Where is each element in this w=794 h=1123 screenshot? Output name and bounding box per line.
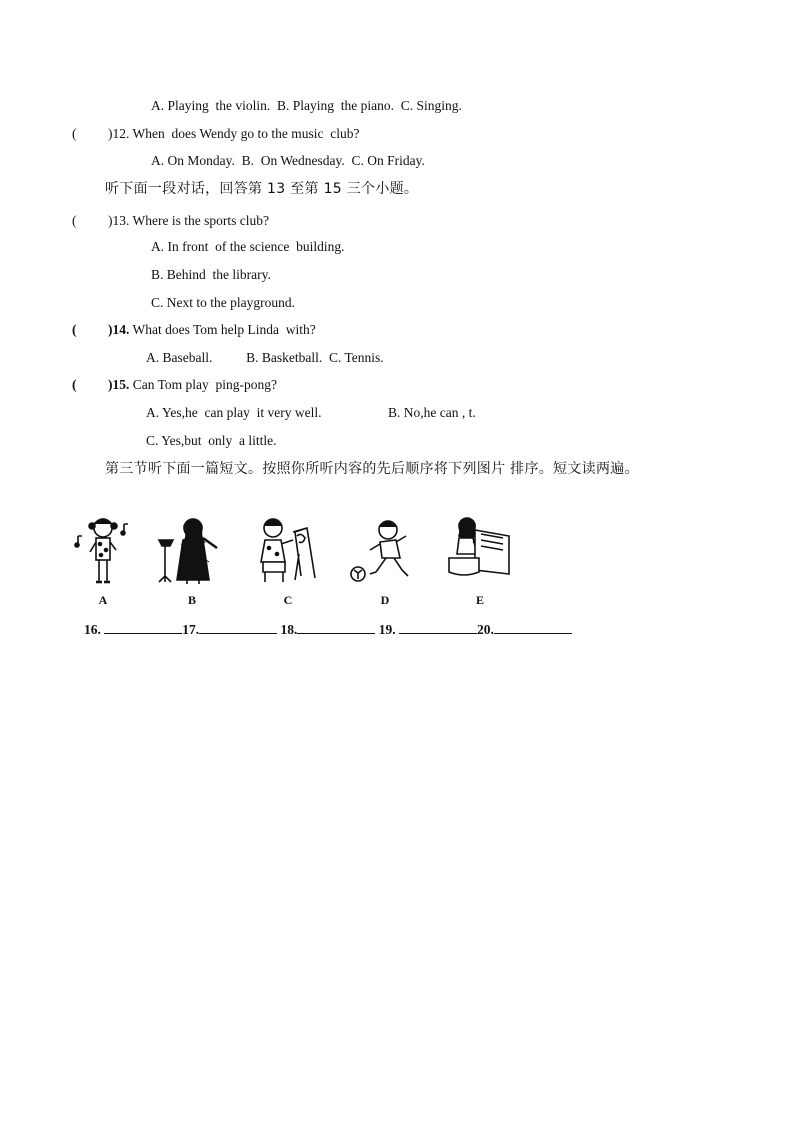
answer-18-blank[interactable]: [297, 621, 375, 634]
piano-player-icon: [445, 514, 515, 586]
picture-label-b: B: [187, 593, 196, 607]
q12-answer-paren[interactable]: (: [72, 126, 77, 141]
answer-16-label: 16.: [84, 622, 101, 637]
answer-18-label: 18.: [280, 622, 298, 637]
picture-label-a: A: [98, 593, 108, 607]
q14-number: )14.: [108, 322, 130, 337]
q13-option-a: A. In front of the science building.: [151, 239, 345, 254]
picture-label-c: C: [283, 593, 293, 607]
answer-16[interactable]: [84, 621, 182, 638]
answer-20[interactable]: [477, 621, 572, 638]
singing-girl-icon: [68, 514, 138, 586]
picture-label-d: D: [380, 593, 390, 607]
answer-20-blank[interactable]: [494, 621, 572, 634]
q12-stem: )12. When does Wendy go to the music club?: [108, 126, 360, 141]
q14-stem-line: [108, 322, 316, 338]
answer-row: [84, 621, 572, 638]
dialog-instruction: 听下面一段对话，回答第 13 至第 15 三个小题。: [105, 181, 419, 197]
q14-options: A. Baseball. B. Basketball. C. Tennis.: [146, 350, 384, 365]
q13-option-c: C. Next to the playground.: [151, 295, 295, 310]
q11-options: A. Playing the violin. B. Playing the piano. C. Singing.: [151, 98, 462, 113]
painting-girl-icon: [253, 514, 323, 586]
q15-stem: Can Tom play ping-pong?: [129, 377, 278, 392]
section3-instruction: 第三节听下面一篇短文。按照你所听内容的先后顺序将下列图片 排序。短文读两遍。: [105, 461, 639, 477]
q15-option-c: C. Yes,but only a little.: [146, 433, 277, 448]
q15-answer-paren[interactable]: (: [72, 377, 77, 392]
q13-stem: )13. Where is the sports club?: [108, 213, 269, 228]
q15-stem-line: [108, 377, 277, 393]
answer-19[interactable]: [379, 621, 477, 638]
q13-answer-paren[interactable]: (: [72, 213, 77, 228]
q15-option-a: A. Yes,he can play it very well.: [146, 405, 322, 420]
picture-label-e: E: [475, 593, 484, 607]
answer-20-label: 20.: [477, 622, 494, 637]
q14-answer-paren[interactable]: (: [72, 322, 77, 337]
answer-19-label: 19.: [378, 622, 396, 637]
q13-option-b: B. Behind the library.: [151, 267, 271, 282]
answer-19-blank[interactable]: [399, 621, 477, 634]
soccer-boy-icon: [346, 514, 416, 586]
answer-17[interactable]: [182, 621, 277, 638]
q14-stem: What does Tom help Linda with?: [129, 322, 316, 337]
q15-number: )15.: [108, 377, 130, 392]
q15-option-b: B. No,he can , t.: [388, 405, 476, 420]
violin-player-icon: [157, 514, 227, 586]
answer-17-label: 17.: [182, 622, 200, 637]
answer-16-blank[interactable]: [104, 621, 182, 634]
answer-17-blank[interactable]: [199, 621, 277, 634]
answer-18[interactable]: [281, 621, 376, 638]
q12-options: A. On Monday. B. On Wednesday. C. On Friday.: [151, 153, 425, 168]
